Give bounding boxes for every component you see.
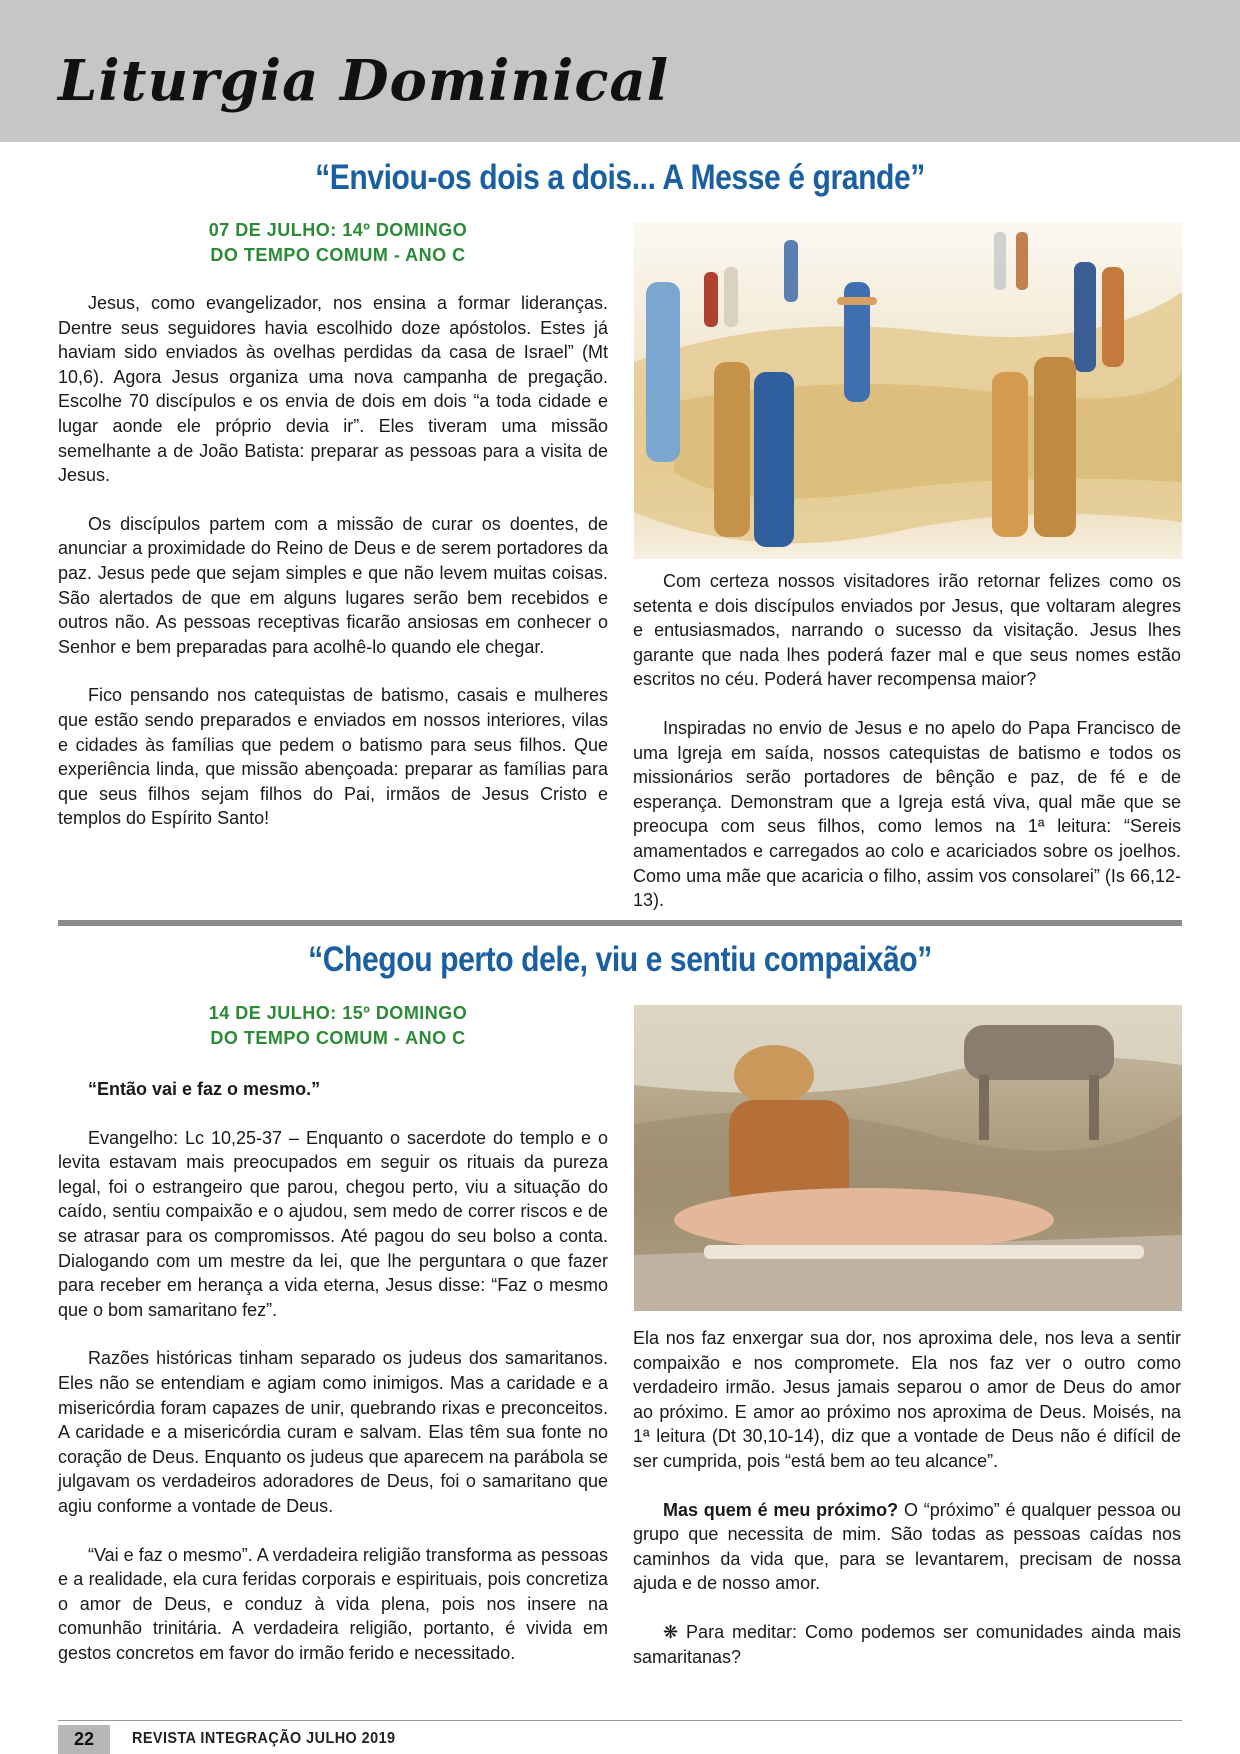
article-1-left-column	[58, 291, 608, 855]
article-2-right-column	[633, 1326, 1181, 1693]
question-bold: Mas quem é meu próximo?	[663, 1499, 899, 1520]
paragraph: Inspiradas no envio de Jesus e no apelo do Papa Francisco de uma Igreja em saída, nossos catequistas de batismo e todos os missionários serão portadores de bênção e paz, de fé e de esperança. Demonstram que a Igreja está viva, qual mãe que se preocupa com seus filhos, como lemos na 1ª leitura: “Sereis amamentados e carregados ao colo e acariciados sobre os joelhos. Como uma mãe que acaricia o filho, assim vos consolarei” (Is 66,12-13).	[633, 717, 1181, 911]
good-samaritan-illustration	[634, 1005, 1182, 1311]
article-1-date-line2: DO TEMPO COMUM - ANO C	[210, 245, 466, 265]
article-2-date	[118, 1001, 558, 1051]
article-1-date	[118, 218, 558, 268]
gospel-quote: “Então vai e faz o mesmo.”	[88, 1079, 321, 1099]
paragraph: Com certeza nossos visitadores irão retornar felizes como os setenta e dois discípulos enviados por Jesus, que voltaram alegres e entusiasmados, narrando o sucesso da visitação. Jesus lhes garante que nada lhes poderá fazer mal e que seus nomes estão escritos no céu. Poderá haver recompensa maior?	[633, 571, 1181, 690]
question-rest: O “próximo” é qualquer pessoa ou grupo que necessita de mim. São todas as pessoas caídas nos caminhos da vida que, para se levantarem, precisam de nossa ajuda e de nosso amor.	[633, 1499, 1181, 1594]
article-2-date-line1: 14 DE JULHO: 15º DOMINGO	[208, 1003, 468, 1023]
footer-rule	[58, 1720, 1182, 1721]
article-1-right-column	[633, 569, 1181, 937]
good-samaritan-illustration-art	[634, 1005, 1182, 1311]
article-1-title: “Enviou-os dois a dois... A Messe é grande”	[315, 158, 925, 197]
magazine-name: REVISTA INTEGRAÇÃO JULHO 2019	[132, 1730, 396, 1747]
article-2-title: “Chegou perto dele, viu e sentiu compaixão”	[308, 940, 932, 979]
paragraph: Razões históricas tinham separado os judeus dos samaritanos. Eles não se entendiam e agiam como inimigos. Mas a caridade e a misericórdia foram capazes de unir, quebrando rixas e preconceitos. A caridade e a misericórdia curam e salvam. Elas têm sua fonte no coração de Deus. Enquanto os judeus que aparecem na parábola se julgavam os verdadeiros adoradores de Deus, foi o samaritano que agiu conforme a vontade de Deus.	[58, 1348, 608, 1516]
paragraph: Ela nos faz enxergar sua dor, nos aproxima dele, nos leva a sentir compaixão e nos compromete. Ela nos faz ver o outro como verdadeiro irmão. Jesus jamais separou o amor de Deus do amor ao próximo. E amor ao próximo nos aproxima de Deus. Moisés, na 1ª leitura (Dt 30,10-14), diz que a vontade de Deus não é difícil de ser cumprida, pois “está bem ao teu alcance”.	[633, 1328, 1181, 1471]
disciples-illustration	[634, 222, 1182, 559]
meditation-text: Para meditar: Como podemos ser comunidades ainda mais samaritanas?	[633, 1621, 1181, 1667]
flower-bullet-icon: ❋	[663, 1621, 679, 1642]
section-header-title: Liturgia Dominical	[58, 48, 670, 114]
paragraph: Evangelho: Lc 10,25-37 – Enquanto o sacerdote do templo e o levita estavam mais preocupados em seguir os rituais da pureza legal, foi o estrangeiro que parou, chegou perto, viu a situação do caído, sentiu compaixão e o ajudou, sem medo de correr riscos e de se atrasar para os compromissos. Até pagou do seu bolso a conta. Dialogando com um mestre da lei, que lhe perguntara o que fazer para receber em herança a vida eterna, Jesus disse: “Faz o mesmo que o bom samaritano fez”.	[58, 1127, 608, 1320]
article-2-date-line2: DO TEMPO COMUM - ANO C	[210, 1028, 466, 1048]
paragraph: Os discípulos partem com a missão de curar os doentes, de anunciar a proximidade do Reino de Deus e de serem portadores da paz. Jesus pede que sejam simples e que não levem muitas coisas. São alertados de que em alguns lugares serão bem recebidos e outros não. As pessoas receptivas ficarão ansiosas em conhecer o Senhor e bem preparadas para acolhê-lo quando ele chegar.	[58, 513, 608, 657]
section-divider	[58, 920, 1182, 926]
article-2-left-column	[58, 1077, 608, 1689]
paragraph: Jesus, como evangelizador, nos ensina a formar lideranças. Dentre seus seguidores havia escolhido doze apóstolos. Estes já haviam sido enviados às ovelhas perdidas da casa de Israel” (Mt 10,6). Agora Jesus organiza uma nova campanha de pregação. Escolhe 70 discípulos e os envia de dois em dois “a toda cidade e lugar aonde ele próprio devia ir”. Eles tiveram uma missão semelhante a de João Batista: preparar as pessoas para a visita de Jesus.	[58, 293, 608, 486]
paragraph: Fico pensando nos catequistas de batismo, casais e mulheres que estão sendo preparados e enviados em nossos interiores, vilas e cidades às famílias que pedem o batismo para seus filhos. Que experiência linda, que missão abençoada: preparar as famílias para que seus filhos sejam filhos do Pai, irmãos de Jesus Cristo e templos do Espírito Santo!	[58, 685, 608, 829]
article-1-date-line1: 07 DE JULHO: 14º DOMINGO	[208, 220, 468, 240]
meditation-paragraph	[633, 1620, 1181, 1669]
paragraph: “Vai e faz o mesmo”. A verdadeira religião transforma as pessoas e a realidade, ela cura feridas corporais e espirituais, pois concretiza o amor de Deus, e conduz à vida plena, pois nos insere na comunhão trinitária. A verdadeira religião, portanto, é vivida em gestos concretos em favor do irmão ferido e necessitado.	[58, 1544, 608, 1663]
disciples-illustration-art	[634, 222, 1182, 559]
paragraph	[633, 1498, 1181, 1596]
page-number: 22	[58, 1725, 110, 1754]
